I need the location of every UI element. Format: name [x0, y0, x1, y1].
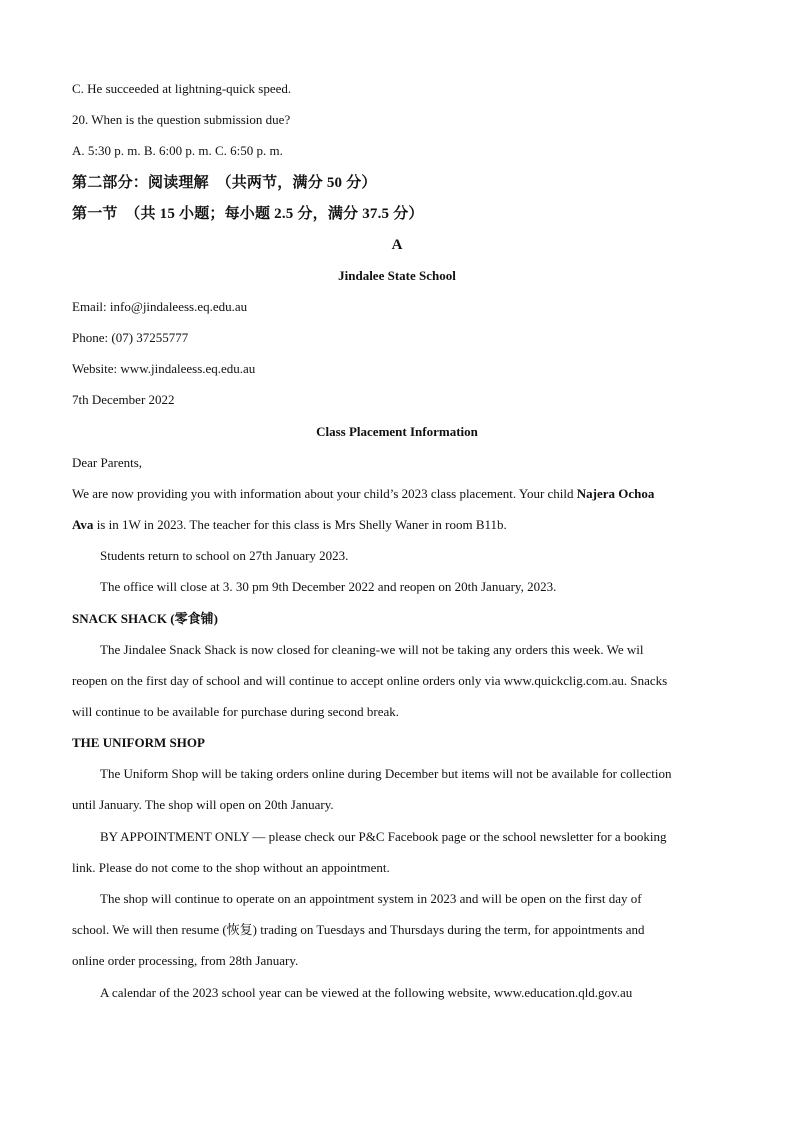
passage-letter: A — [391, 237, 403, 253]
greeting: Dear Parents, — [72, 455, 143, 470]
student-name-part-1: Najera Ochoa — [576, 486, 655, 501]
calendar-line: A calendar of the 2023 school year can be viewed at the following website, www.education.qld.gov.au — [100, 985, 633, 1000]
snack-shack-heading: SNACK SHACK (零食铺) — [72, 611, 218, 626]
return-date-line: Students return to school on 27th January 2023. — [100, 548, 349, 563]
uniform-p3-line-1: The shop will continue to operate on an appointment system in 2023 and will be open on the first day of — [100, 891, 642, 906]
contact-phone: Phone: (07) 37255777 — [72, 330, 189, 345]
intro-line-1 — [72, 485, 722, 503]
uniform-shop-heading: THE UNIFORM SHOP — [72, 735, 205, 750]
intro-line-2-text: is in 1W in 2023. The teacher for this class is Mrs Shelly Waner in room B11b. — [93, 517, 507, 532]
student-name-part-2: Ava — [72, 517, 94, 532]
school-name: Jindalee State School — [338, 268, 456, 283]
letter-date: 7th December 2022 — [72, 392, 175, 407]
snack-line-1: The Jindalee Snack Shack is now closed for cleaning-we will not be taking any orders this week. We wil — [100, 642, 644, 657]
question-20-text: 20. When is the question submission due? — [72, 112, 291, 127]
uniform-p2-line-1: BY APPOINTMENT ONLY — please check our P&C Facebook page or the school newsletter for a booking — [100, 829, 667, 844]
snack-line-2: reopen on the first day of school and will continue to accept online orders only via www.quickclig.com.au. Snacks — [72, 673, 668, 688]
notice-title: Class Placement Information — [316, 424, 478, 439]
intro-line-1-text: We are now providing you with information about your child’s 2023 class placement. Your child — [72, 486, 577, 501]
uniform-p2-line-2: link. Please do not come to the shop without an appointment. — [72, 860, 390, 875]
section-1-title: 第一节 （共 15 小题；每小题 2.5 分，满分 37.5 分） — [72, 206, 424, 222]
snack-line-3: will continue to be available for purchase during second break. — [72, 704, 400, 719]
intro-line-2 — [72, 516, 722, 534]
contact-email: Email: info@jindaleess.eq.edu.au — [72, 299, 248, 314]
contact-website: Website: www.jindaleess.eq.edu.au — [72, 361, 256, 376]
uniform-p1-line-2: until January. The shop will open on 20th January. — [72, 797, 334, 812]
option-c-text: C. He succeeded at lightning-quick speed. — [72, 81, 292, 96]
office-closing-line: The office will close at 3. 30 pm 9th December 2022 and reopen on 20th January, 2023. — [100, 579, 557, 594]
question-20-options: A. 5:30 p. m. B. 6:00 p. m. C. 6:50 p. m. — [72, 143, 283, 158]
uniform-p3-line-2: school. We will then resume (恢复) trading on Tuesdays and Thursdays during the term, for appointments and — [72, 922, 645, 937]
uniform-p3-line-3: online order processing, from 28th January. — [72, 953, 299, 968]
uniform-p1-line-1: The Uniform Shop will be taking orders online during December but items will not be available for collection — [100, 766, 672, 781]
part-2-title: 第二部分：阅读理解 （共两节，满分 50 分） — [72, 175, 377, 191]
